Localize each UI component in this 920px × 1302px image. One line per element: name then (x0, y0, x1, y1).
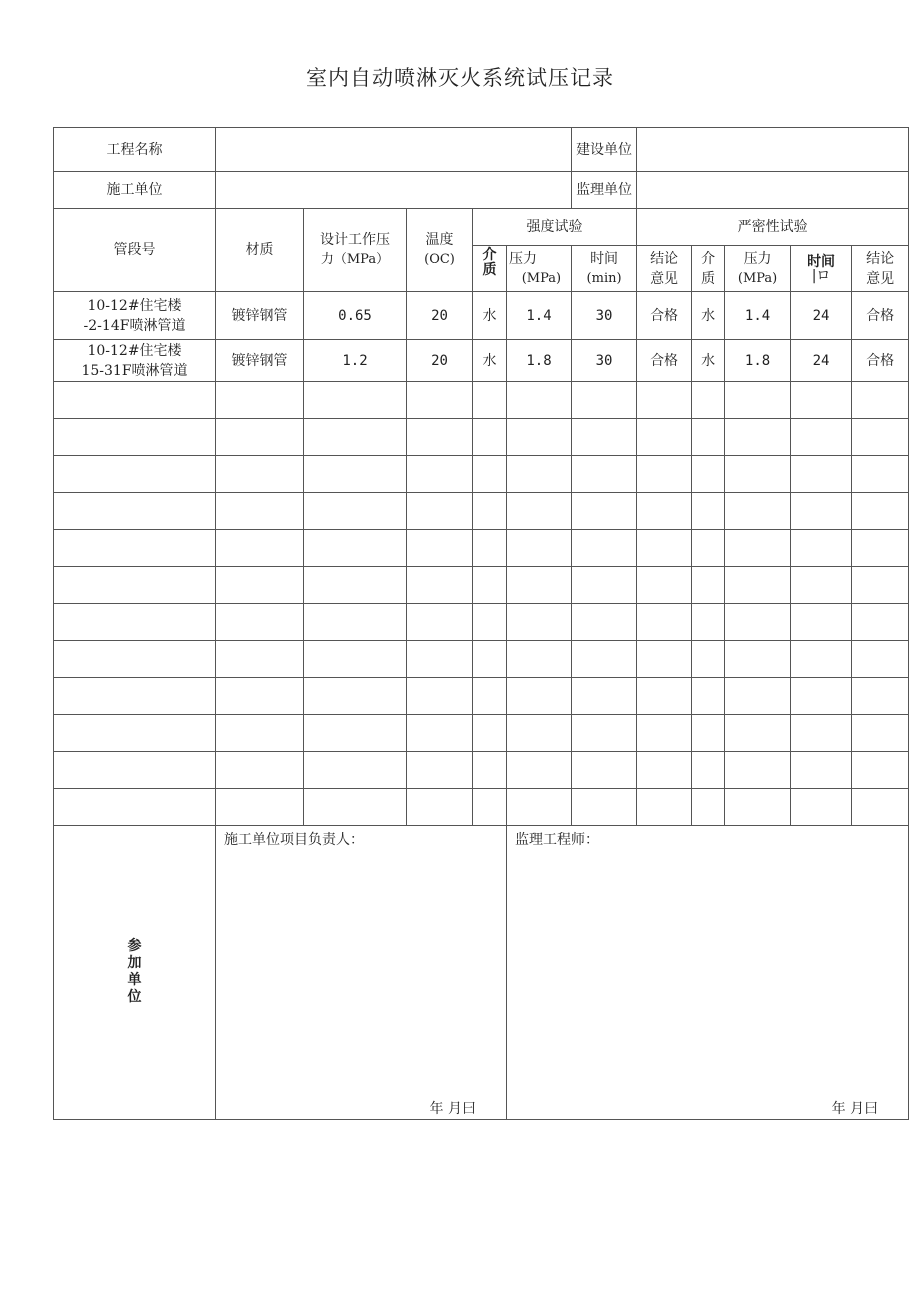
empty-cell[interactable] (407, 567, 473, 604)
empty-cell[interactable] (572, 530, 637, 567)
empty-cell[interactable] (216, 678, 304, 715)
empty-cell[interactable] (304, 641, 407, 678)
empty-cell[interactable] (54, 493, 216, 530)
empty-cell[interactable] (473, 493, 507, 530)
empty-cell[interactable] (216, 493, 304, 530)
empty-cell[interactable] (216, 604, 304, 641)
empty-cell[interactable] (54, 641, 216, 678)
participants-cell (54, 826, 216, 1120)
empty-cell[interactable] (507, 382, 572, 419)
empty-cell[interactable] (507, 456, 572, 493)
empty-cell[interactable] (407, 789, 473, 826)
empty-cell[interactable] (54, 567, 216, 604)
empty-cell[interactable] (304, 382, 407, 419)
empty-table-row (54, 493, 909, 530)
project-name-row (54, 128, 909, 172)
empty-cell[interactable] (637, 382, 692, 419)
empty-cell[interactable] (507, 678, 572, 715)
empty-cell[interactable] (637, 715, 692, 752)
empty-cell[interactable] (692, 493, 725, 530)
empty-cell[interactable] (637, 493, 692, 530)
empty-cell[interactable] (637, 567, 692, 604)
empty-cell[interactable] (725, 641, 791, 678)
empty-cell[interactable] (725, 678, 791, 715)
strength-time-header (572, 246, 637, 292)
pressure-test-record-table (53, 127, 909, 1120)
empty-table-row (54, 641, 909, 678)
tightness-conclusion-line1: 结论 (866, 250, 895, 267)
pipe-section-cell[interactable] (54, 292, 216, 340)
empty-cell[interactable] (473, 530, 507, 567)
tightness-time-cell[interactable]: 24 (791, 292, 852, 340)
empty-cell[interactable] (473, 641, 507, 678)
empty-rows (54, 382, 909, 826)
empty-cell[interactable] (407, 715, 473, 752)
empty-cell[interactable] (507, 641, 572, 678)
table-row (54, 292, 909, 340)
empty-cell[interactable] (572, 678, 637, 715)
empty-cell[interactable] (692, 752, 725, 789)
strength-conclusion-cell[interactable]: 合格 (637, 292, 692, 340)
pipe-section-cell[interactable] (54, 340, 216, 382)
empty-cell[interactable] (725, 493, 791, 530)
col-temperature-line1: 温度 (425, 232, 454, 248)
empty-cell[interactable] (725, 715, 791, 752)
empty-cell[interactable] (852, 789, 909, 826)
empty-cell[interactable] (852, 419, 909, 456)
strength-medium-line2: 质 (482, 262, 497, 278)
empty-cell[interactable] (791, 382, 852, 419)
empty-cell[interactable] (791, 530, 852, 567)
tightness-time-header (791, 246, 852, 292)
empty-cell[interactable] (507, 419, 572, 456)
empty-cell[interactable] (791, 641, 852, 678)
empty-cell[interactable] (304, 678, 407, 715)
empty-cell[interactable] (473, 752, 507, 789)
tightness-medium-header (692, 246, 725, 292)
strength-pressure-cell[interactable]: 1.4 (507, 292, 572, 340)
builder-value[interactable] (637, 128, 909, 172)
empty-cell[interactable] (54, 715, 216, 752)
empty-cell[interactable] (507, 567, 572, 604)
empty-cell[interactable] (407, 641, 473, 678)
empty-cell[interactable] (791, 493, 852, 530)
empty-cell[interactable] (637, 456, 692, 493)
empty-cell[interactable] (54, 789, 216, 826)
empty-cell[interactable] (216, 789, 304, 826)
empty-cell[interactable] (852, 382, 909, 419)
empty-cell[interactable] (637, 678, 692, 715)
empty-cell[interactable] (791, 567, 852, 604)
empty-cell[interactable] (692, 382, 725, 419)
empty-cell[interactable] (572, 641, 637, 678)
empty-cell[interactable] (572, 456, 637, 493)
empty-cell[interactable] (692, 789, 725, 826)
tightness-conclusion-header (852, 246, 909, 292)
empty-table-row (54, 382, 909, 419)
empty-cell[interactable] (473, 678, 507, 715)
strength-pressure-cell[interactable]: 1.8 (507, 340, 572, 382)
empty-cell[interactable] (407, 419, 473, 456)
pipe-section-line1: 10-12#住宅楼 (87, 342, 182, 359)
empty-cell[interactable] (473, 715, 507, 752)
temperature-cell[interactable]: 20 (407, 292, 473, 340)
empty-cell[interactable] (572, 493, 637, 530)
col-pipe-section: 管段号 (54, 209, 216, 292)
empty-cell[interactable] (725, 752, 791, 789)
empty-cell[interactable] (216, 456, 304, 493)
participants-label: 参加单位 (127, 938, 142, 1005)
tightness-medium-line2: 质 (701, 270, 716, 287)
empty-cell[interactable] (407, 752, 473, 789)
empty-cell[interactable] (54, 419, 216, 456)
strength-conclusion-cell[interactable]: 合格 (637, 340, 692, 382)
strength-medium-cell[interactable]: 水 (473, 292, 507, 340)
empty-cell[interactable] (216, 382, 304, 419)
empty-cell[interactable] (791, 678, 852, 715)
empty-cell[interactable] (407, 678, 473, 715)
empty-cell[interactable] (216, 752, 304, 789)
date-label-right: 年 月曰 (831, 1101, 879, 1117)
empty-cell[interactable] (304, 493, 407, 530)
empty-cell[interactable] (791, 715, 852, 752)
design-pressure-cell[interactable]: 0.65 (304, 292, 407, 340)
contractor-manager-label: 施工单位项目负责人： (224, 832, 364, 848)
empty-cell[interactable] (791, 604, 852, 641)
empty-cell[interactable] (852, 641, 909, 678)
table-row (54, 340, 909, 382)
empty-table-row (54, 419, 909, 456)
empty-cell[interactable] (692, 456, 725, 493)
empty-cell[interactable] (507, 493, 572, 530)
empty-cell[interactable] (725, 382, 791, 419)
empty-cell[interactable] (692, 419, 725, 456)
empty-cell[interactable] (507, 530, 572, 567)
empty-cell[interactable] (473, 567, 507, 604)
contractor-row (54, 172, 909, 209)
empty-table-row (54, 456, 909, 493)
strength-medium-cell[interactable]: 水 (473, 340, 507, 382)
empty-cell[interactable] (852, 493, 909, 530)
empty-table-row (54, 530, 909, 567)
material-cell[interactable]: 镀锌钢管 (216, 292, 304, 340)
project-name-value[interactable] (216, 128, 572, 172)
signature-row (54, 826, 909, 1120)
tightness-pressure-cell[interactable]: 1.8 (725, 340, 791, 382)
empty-cell[interactable] (572, 752, 637, 789)
empty-cell[interactable] (304, 567, 407, 604)
empty-cell[interactable] (407, 493, 473, 530)
supervising-engineer-label: 监理工程师： (515, 832, 599, 848)
empty-table-row (54, 752, 909, 789)
empty-cell[interactable] (407, 530, 473, 567)
empty-cell[interactable] (637, 752, 692, 789)
empty-cell[interactable] (54, 530, 216, 567)
tightness-pressure-line1: 压力 (743, 250, 772, 267)
tightness-time-cell[interactable]: 24 (791, 340, 852, 382)
empty-cell[interactable] (572, 419, 637, 456)
strength-medium-header (473, 246, 507, 292)
col-temperature-line2: (OC) (424, 252, 455, 267)
empty-cell[interactable] (304, 456, 407, 493)
col-temperature (407, 209, 473, 292)
empty-cell[interactable] (572, 604, 637, 641)
empty-cell[interactable] (852, 678, 909, 715)
empty-cell[interactable] (692, 715, 725, 752)
empty-cell[interactable] (725, 419, 791, 456)
empty-cell[interactable] (407, 382, 473, 419)
empty-cell[interactable] (304, 715, 407, 752)
empty-cell[interactable] (473, 789, 507, 826)
empty-cell[interactable] (725, 456, 791, 493)
empty-table-row (54, 567, 909, 604)
empty-cell[interactable] (507, 604, 572, 641)
strength-pressure-line1: 压力 (509, 250, 537, 267)
empty-cell[interactable] (216, 715, 304, 752)
empty-cell[interactable] (304, 789, 407, 826)
pipe-section-line2: 15-31F喷淋管道 (81, 362, 188, 379)
contractor-label: 施工单位 (54, 172, 216, 209)
date-label-left: 年 月曰 (429, 1101, 476, 1117)
empty-cell[interactable] (407, 604, 473, 641)
strength-pressure-line2: (MPa) (521, 270, 562, 286)
tightness-pressure-line2: (MPa) (737, 270, 778, 286)
empty-cell[interactable] (852, 567, 909, 604)
page-title: 室内自动喷淋灭火系统试压记录 (306, 66, 614, 90)
empty-table-row (54, 678, 909, 715)
empty-cell[interactable] (791, 789, 852, 826)
strength-conclusion-line1: 结论 (650, 250, 679, 267)
empty-cell[interactable] (216, 641, 304, 678)
empty-cell[interactable] (507, 715, 572, 752)
empty-cell[interactable] (725, 530, 791, 567)
tightness-pressure-cell[interactable]: 1.4 (725, 292, 791, 340)
empty-cell[interactable] (692, 567, 725, 604)
builder-label: 建设单位 (572, 128, 637, 172)
tightness-pressure-header (725, 246, 791, 292)
empty-cell[interactable] (572, 715, 637, 752)
empty-cell[interactable] (304, 530, 407, 567)
col-design-pressure-line1: 设计工作压 (320, 232, 390, 248)
empty-cell[interactable] (692, 604, 725, 641)
empty-cell[interactable] (692, 678, 725, 715)
empty-cell[interactable] (407, 456, 473, 493)
empty-table-row (54, 789, 909, 826)
empty-cell[interactable] (852, 530, 909, 567)
supervisor-value[interactable] (637, 172, 909, 209)
empty-cell[interactable] (473, 456, 507, 493)
design-pressure-cell[interactable]: 1.2 (304, 340, 407, 382)
empty-cell[interactable] (692, 641, 725, 678)
empty-cell[interactable] (216, 419, 304, 456)
empty-table-row (54, 604, 909, 641)
empty-cell[interactable] (725, 567, 791, 604)
empty-cell[interactable] (637, 419, 692, 456)
empty-cell[interactable] (692, 530, 725, 567)
strength-conclusion-line2: 意见 (650, 270, 679, 287)
empty-cell[interactable] (54, 752, 216, 789)
empty-cell[interactable] (637, 789, 692, 826)
empty-cell[interactable] (54, 456, 216, 493)
empty-cell[interactable] (637, 604, 692, 641)
empty-cell[interactable] (852, 752, 909, 789)
empty-cell[interactable] (54, 678, 216, 715)
strength-conclusion-header (637, 246, 692, 292)
empty-cell[interactable] (572, 567, 637, 604)
strength-time-cell[interactable]: 30 (572, 292, 637, 340)
project-name-label: 工程名称 (54, 128, 216, 172)
tightness-medium-cell[interactable]: 水 (692, 340, 725, 382)
empty-cell[interactable] (791, 752, 852, 789)
empty-cell[interactable] (852, 456, 909, 493)
tightness-conclusion-cell[interactable]: 合格 (852, 292, 909, 340)
col-material: 材质 (216, 209, 304, 292)
strength-pressure-header (507, 246, 572, 292)
tightness-time-line1: 时间 (807, 253, 836, 270)
tightness-test-header: 严密性试验 (637, 209, 909, 246)
strength-time-line1: 时间 (590, 250, 619, 267)
tightness-medium-line1: 介 (701, 250, 716, 267)
supervisor-label: 监理单位 (572, 172, 637, 209)
empty-cell[interactable] (473, 419, 507, 456)
empty-cell[interactable] (304, 752, 407, 789)
supervising-engineer-cell[interactable] (507, 826, 909, 1120)
tightness-conclusion-cell[interactable]: 合格 (852, 340, 909, 382)
empty-cell[interactable] (637, 641, 692, 678)
empty-cell[interactable] (791, 456, 852, 493)
empty-cell[interactable] (725, 604, 791, 641)
col-design-pressure (304, 209, 407, 292)
empty-table-row (54, 715, 909, 752)
empty-cell[interactable] (507, 752, 572, 789)
empty-cell[interactable] (852, 604, 909, 641)
temperature-cell[interactable]: 20 (407, 340, 473, 382)
tightness-medium-cell[interactable]: 水 (692, 292, 725, 340)
empty-cell[interactable] (216, 530, 304, 567)
tightness-conclusion-line2: 意见 (866, 270, 895, 287)
empty-cell[interactable] (304, 419, 407, 456)
strength-time-line2: (min) (586, 270, 622, 286)
empty-cell[interactable] (852, 715, 909, 752)
empty-cell[interactable] (216, 567, 304, 604)
material-cell[interactable]: 镀锌钢管 (216, 340, 304, 382)
column-header-row-1 (54, 209, 909, 246)
pipe-section-line1: 10-12#住宅楼 (87, 297, 182, 314)
strength-time-cell[interactable]: 30 (572, 340, 637, 382)
strength-test-header: 强度试验 (473, 209, 637, 246)
col-design-pressure-line2: 力（MPa） (320, 252, 390, 267)
empty-cell[interactable] (473, 604, 507, 641)
contractor-manager-cell[interactable] (216, 826, 507, 1120)
empty-cell[interactable] (507, 789, 572, 826)
empty-cell[interactable] (54, 604, 216, 641)
empty-cell[interactable] (572, 382, 637, 419)
empty-cell[interactable] (304, 604, 407, 641)
empty-cell[interactable] (572, 789, 637, 826)
empty-cell[interactable] (473, 382, 507, 419)
pipe-section-line2: -2-14F喷淋管道 (83, 317, 186, 334)
contractor-value[interactable] (216, 172, 572, 209)
empty-cell[interactable] (791, 419, 852, 456)
empty-cell[interactable] (54, 382, 216, 419)
empty-cell[interactable] (725, 789, 791, 826)
tightness-time-line2: |ロ (811, 267, 831, 284)
strength-medium-line1: 介 (482, 247, 497, 263)
empty-cell[interactable] (637, 530, 692, 567)
